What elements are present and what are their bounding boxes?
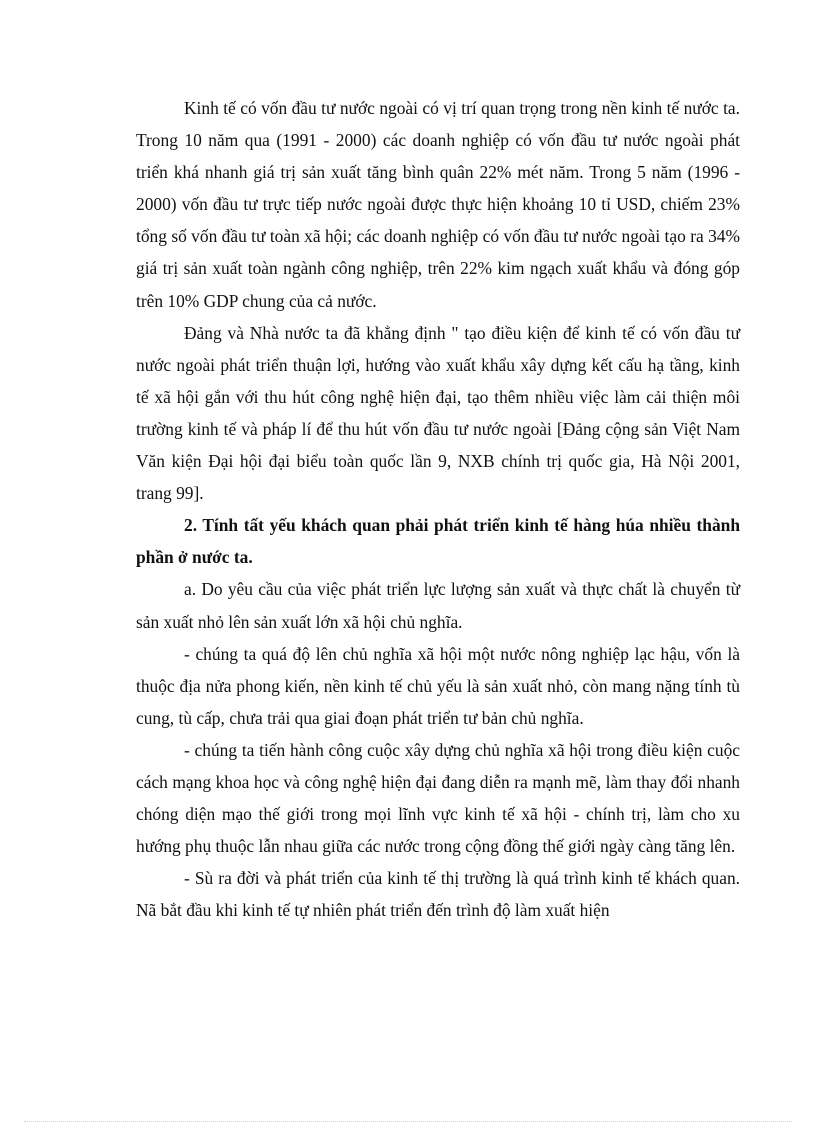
document-body [136,92,740,926]
paragraph-subsection-a: a. Do yêu cầu của việc phát triển lực lượng sản xuất và thực chất là chuyển từ sản xuất nhỏ lên sản xuất lớn xã hội chủ nghĩa. [136,579,740,632]
paragraph-party-policy: Đảng và Nhà nước ta đã khẳng định " tạo điều kiện để kinh tế có vốn đầu tư nước ngoài phát triển thuận lợi, hướng vào xuất khẩu xây dựng kết cấu hạ tầng, kinh tế xã hội gắn với thu hút công nghệ hiện đại, tạo thêm nhiều việc làm cải thiện môi trường kinh tế và pháp lí để thu hút vốn đầu tư nước ngoài [Đảng cộng sản Việt Nam Văn kiện Đại hội đại biểu toàn quốc lần 9, NXB chính trị quốc gia, Hà Nội 2001, trang 99]. [136,322,740,504]
paragraph-bullet-1: - chúng ta quá độ lên chủ nghĩa xã hội một nước nông nghiệp lạc hậu, vốn là thuộc địa nửa phong kiến, nền kinh tế chủ yếu là sản xuất nhỏ, còn mang nặng tính tù cung, tù cấp, chưa trải qua giai đoạn phát triển tư bản chủ nghĩa. [136,643,740,728]
paragraph-fdi-overview: Kinh tế có vốn đầu tư nước ngoài có vị trí quan trọng trong nền kinh tế nước ta. Trong 10 năm qua (1991 - 2000) các doanh nghiệp có vốn đầu tư nước ngoài phát triển khá nhanh giá trị sản xuất tăng bình quân 22% mét năm. Trong 5 năm (1996 - 2000) vốn đầu tư trực tiếp nước ngoài được thực hiện khoảng 10 tỉ USD, chiếm 23% tổng số vốn đầu tư toàn xã hội; các doanh nghiệp có vốn đầu tư nước ngoài tạo ra 34% giá trị sản xuất toàn ngành công nghiệp, trên 22% kim ngạch xuất khẩu và đóng góp trên 10% GDP chung của cả nước. [136,98,740,311]
paragraph-bullet-2: - chúng ta tiến hành công cuộc xây dựng chủ nghĩa xã hội trong điều kiện cuộc cách mạng khoa học và công nghệ hiện đại đang diễn ra mạnh mẽ, làm thay đổi nhanh chóng diện mạo thế giới trong mọi lĩnh vực kinh tế xã hội - chính trị, làm cho xu hướng phụ thuộc lẫn nhau giữa các nước trong cộng đồng thế giới ngày càng tăng lên. [136,739,740,857]
section-heading: 2. Tính tất yếu khách quan phải phát triển kinh tế hàng húa nhiều thành phần ở nước ta. [136,515,740,568]
paragraph-bullet-3: - Sù ra đời và phát triển của kinh tế thị trường là quá trình kinh tế khách quan. Nã bắt đầu khi kinh tế tự nhiên phát triển đến trình độ làm xuất hiện [136,868,740,921]
page-bottom-divider [24,1121,792,1122]
